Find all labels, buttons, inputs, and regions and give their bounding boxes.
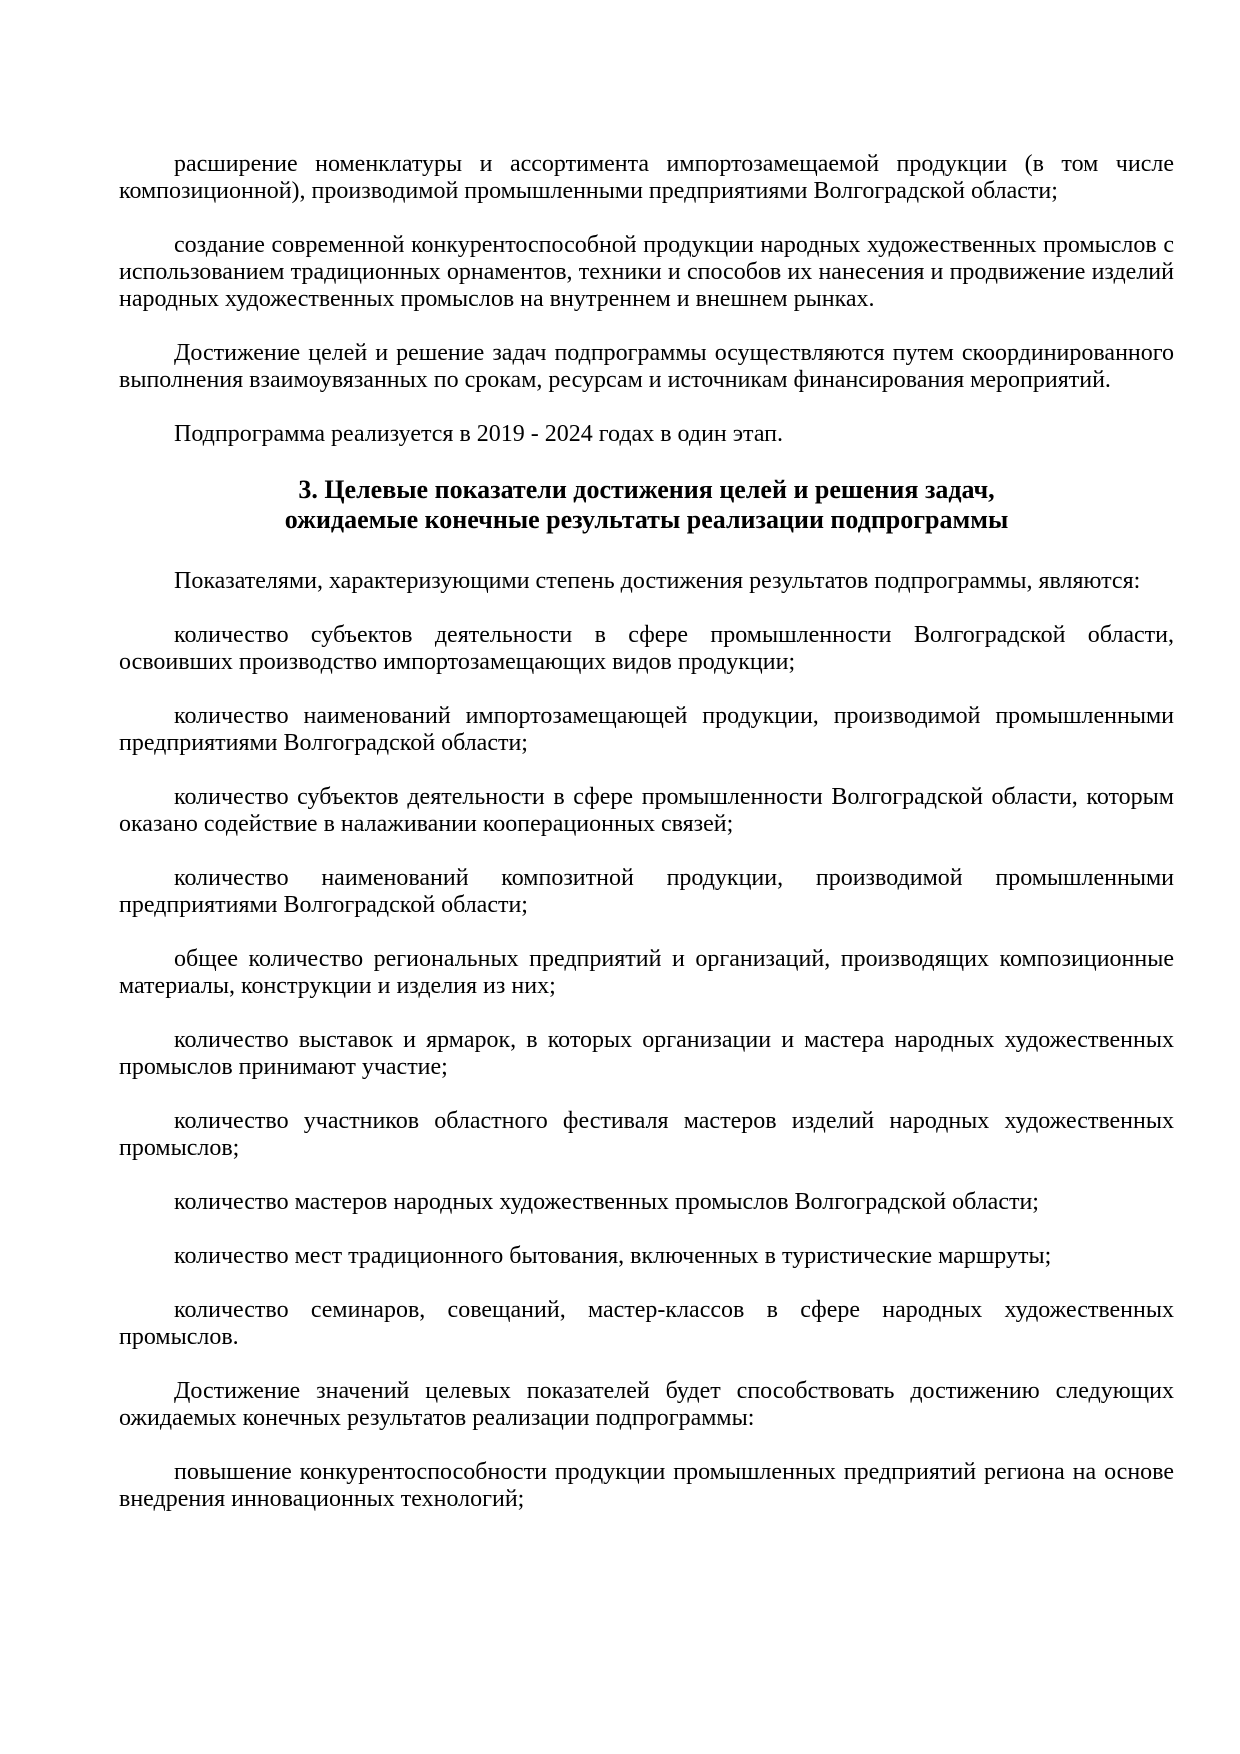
paragraph-nomenclature-expansion: расширение номенклатуры и ассортимента импортозамещаемой продукции (в том числе композиционной), производимой промышленными предприятиями Волгоградской области; bbox=[119, 151, 1174, 204]
indicator-list-item: количество мастеров народных художественных промыслов Волгоградской области; bbox=[174, 1189, 1039, 1215]
indicator-list-item: количество наименований композитной продукции, производимой промышленными предприятиями Волгоградской области; bbox=[119, 865, 1174, 918]
indicator-list-item: количество наименований импортозамещающей продукции, производимой промышленными предприятиями Волгоградской области; bbox=[119, 703, 1174, 756]
indicator-list-item: количество участников областного фестиваля мастеров изделий народных художественных промыслов; bbox=[119, 1108, 1174, 1161]
indicator-list-item: количество семинаров, совещаний, мастер-классов в сфере народных художественных промыслов. bbox=[119, 1297, 1174, 1350]
section-heading bbox=[119, 475, 1174, 535]
paragraph-folk-crafts-products: создание современной конкурентоспособной продукции народных художественных промыслов с использованием традиционных орнаментов, техники и способов их нанесения и продвижение изделий народных художественных промыслов на внутреннем и внешнем рынках. bbox=[119, 232, 1174, 312]
section-heading-line-2: ожидаемые конечные результаты реализации подпрограммы bbox=[284, 505, 1009, 534]
indicator-list-item: количество мест традиционного бытования, включенных в туристические маршруты; bbox=[174, 1243, 1052, 1269]
indicator-list-item: общее количество региональных предприятий и организаций, производящих композиционные материалы, конструкции и изделия из них; bbox=[119, 946, 1174, 999]
paragraph-expected-results-intro: Достижение значений целевых показателей будет способствовать достижению следующих ожидаемых конечных результатов реализации подпрограммы: bbox=[119, 1378, 1174, 1431]
paragraph-implementation-period: Подпрограмма реализуется в 2019 - 2024 годах в один этап. bbox=[174, 421, 784, 447]
expected-result-list-item: повышение конкурентоспособности продукции промышленных предприятий региона на основе внедрения инновационных технологий; bbox=[119, 1459, 1174, 1512]
indicator-list-item: количество субъектов деятельности в сфере промышленности Волгоградской области, которым оказано содействие в налаживании кооперационных связей; bbox=[119, 784, 1174, 837]
indicator-list-item: количество выставок и ярмарок, в которых организации и мастера народных художественных промыслов принимают участие; bbox=[119, 1027, 1174, 1080]
paragraph-goals-achievement: Достижение целей и решение задач подпрограммы осуществляются путем скоординированного выполнения взаимоувязанных по срокам, ресурсам и источникам финансирования мероприятий. bbox=[119, 340, 1174, 393]
paragraph-indicators-intro: Показателями, характеризующими степень достижения результатов подпрограммы, являются: bbox=[174, 568, 1141, 594]
indicator-list-item: количество субъектов деятельности в сфере промышленности Волгоградской области, освоивших производство импортозамещающих видов продукции; bbox=[119, 622, 1174, 675]
section-heading-line-1: 3. Целевые показатели достижения целей и решения задач, bbox=[298, 475, 995, 504]
